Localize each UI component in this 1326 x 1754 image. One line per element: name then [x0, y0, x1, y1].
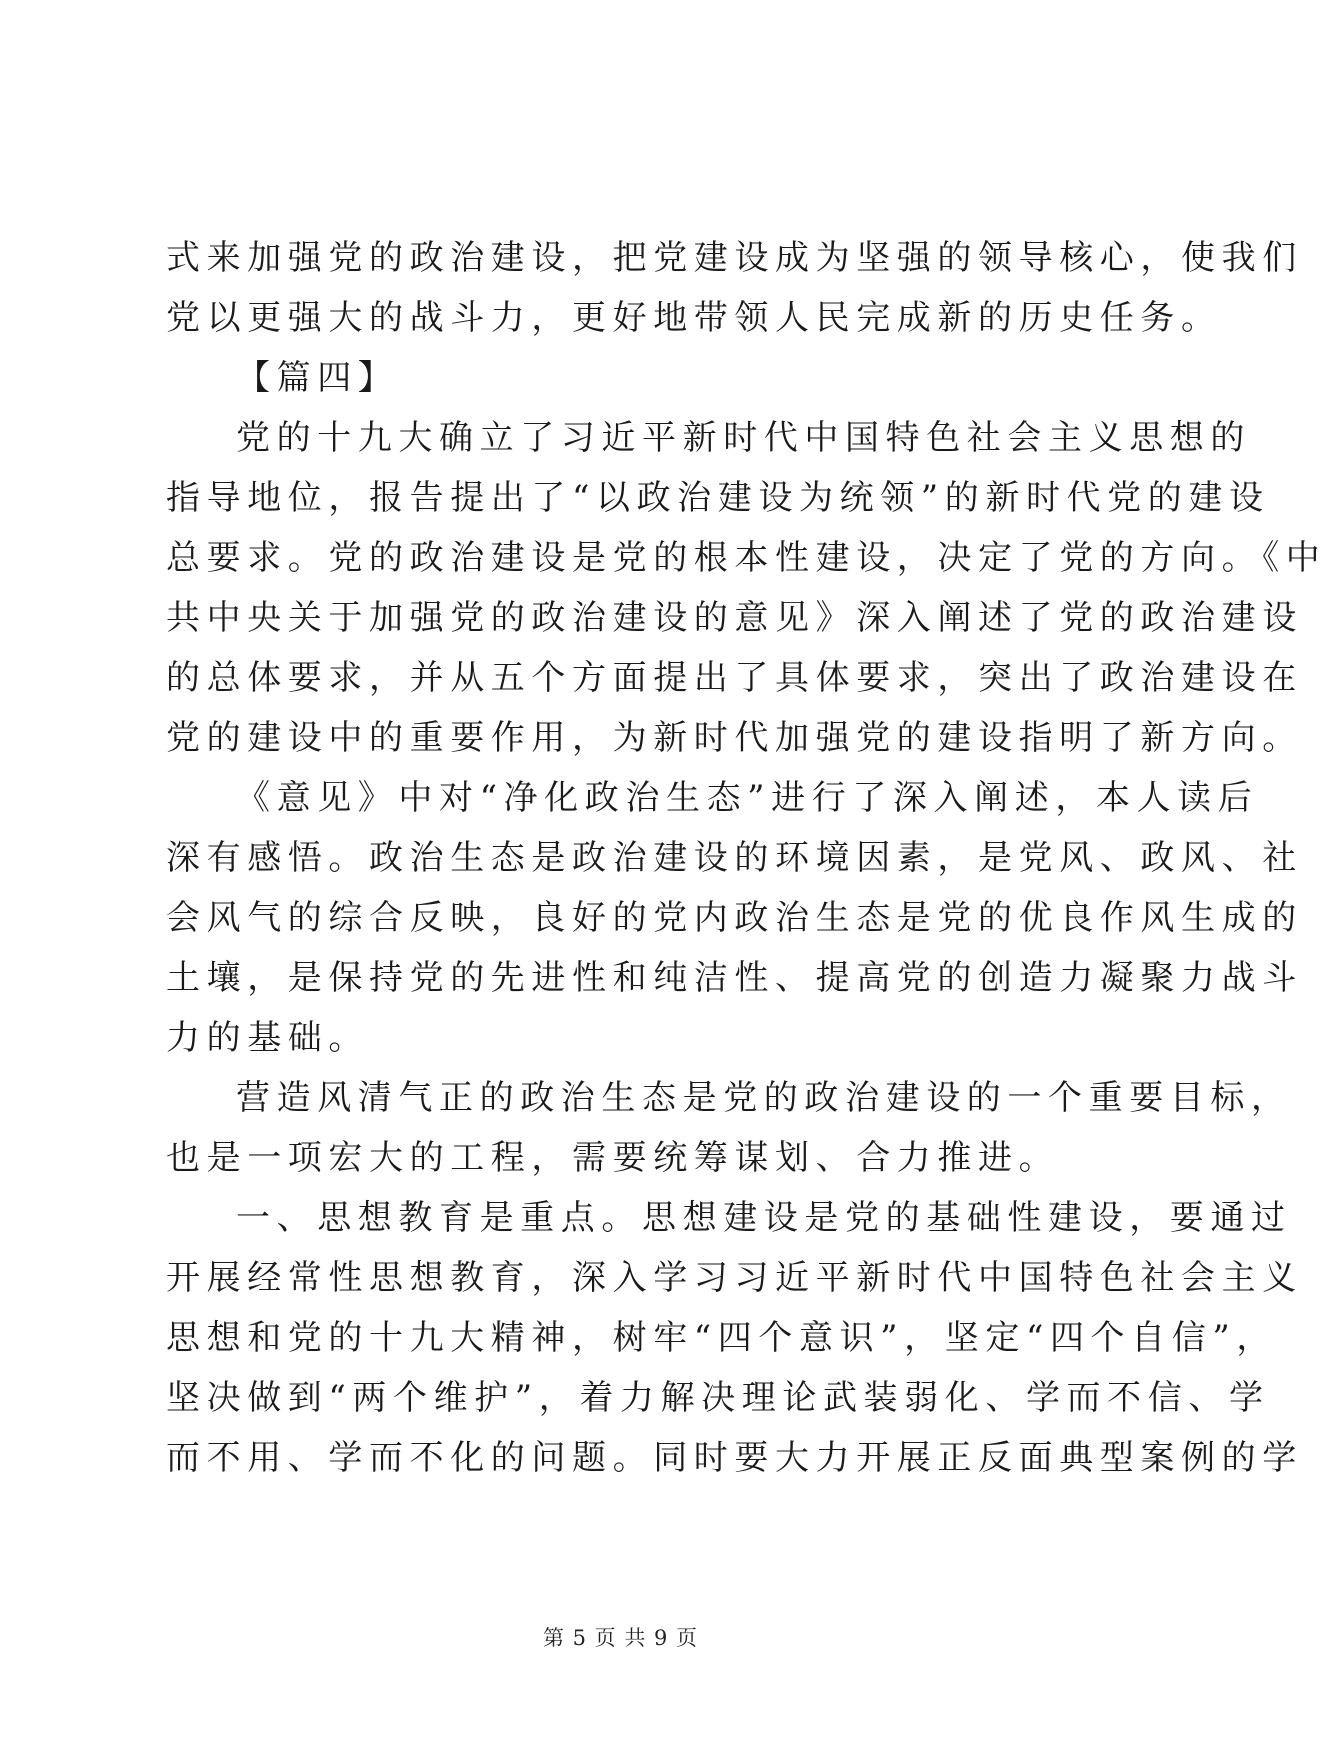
text-line-4: 党的十九大确立了习近平新时代中国特色社会主义思想的: [236, 418, 1251, 458]
text-line-18: 开展经常性思想教育，深入学习习近平新时代中国特色社会主义: [166, 1258, 1303, 1298]
text-line-12: 会风气的综合反映，良好的党内政治生态是党的优良作风生成的: [166, 898, 1303, 938]
text-line-15: 营造风清气正的政治生态是党的政治建设的一个重要目标，: [236, 1078, 1292, 1118]
text-line-2: 党以更强大的战斗力，更好地带领人民完成新的历史任务。: [166, 298, 1222, 338]
text-line-1: 式来加强党的政治建设，把党建设成为坚强的领导核心，使我们: [166, 238, 1303, 278]
text-line-21: 而不用、学而不化的问题。同时要大力开展正反面典型案例的学: [166, 1438, 1303, 1478]
text-line-19: 思想和党的十九大精神，树牢“四个意识”，坚定“四个自信”，: [166, 1318, 1277, 1358]
text-line-17: 一、思想教育是重点。思想建设是党的基础性建设，要通过: [236, 1198, 1292, 1238]
section-heading: 【篇四】: [236, 358, 399, 398]
body-text: [166, 228, 1326, 1488]
text-line-10: 《意见》中对“净化政治生态”进行了深入阐述，本人读后: [236, 778, 1259, 818]
text-line-14: 力的基础。: [166, 1018, 369, 1058]
text-line-5: 指导地位，报告提出了“以政治建设为统领”的新时代党的建设: [166, 478, 1270, 518]
text-line-6: 总要求。党的政治建设是党的根本性建设，决定了党的方向。《中: [166, 538, 1326, 578]
text-line-7: 共中央关于加强党的政治建设的意见》深入阐述了党的政治建设: [166, 598, 1303, 638]
text-line-20: 坚决做到“两个维护”，着力解决理论武装弱化、学而不信、学: [166, 1378, 1270, 1418]
text-line-13: 土壤，是保持党的先进性和纯洁性、提高党的创造力凝聚力战斗: [166, 958, 1303, 998]
text-line-16: 也是一项宏大的工程，需要统筹谋划、合力推进。: [166, 1138, 1060, 1178]
page-number-footer: 第 5 页 共 9 页: [542, 1626, 699, 1650]
text-line-11: 深有感悟。政治生态是政治建设的环境因素，是党风、政风、社: [166, 838, 1303, 878]
text-line-8: 的总体要求，并从五个方面提出了具体要求，突出了政治建设在: [166, 658, 1303, 698]
text-line-9: 党的建设中的重要作用，为新时代加强党的建设指明了新方向。: [166, 718, 1303, 758]
